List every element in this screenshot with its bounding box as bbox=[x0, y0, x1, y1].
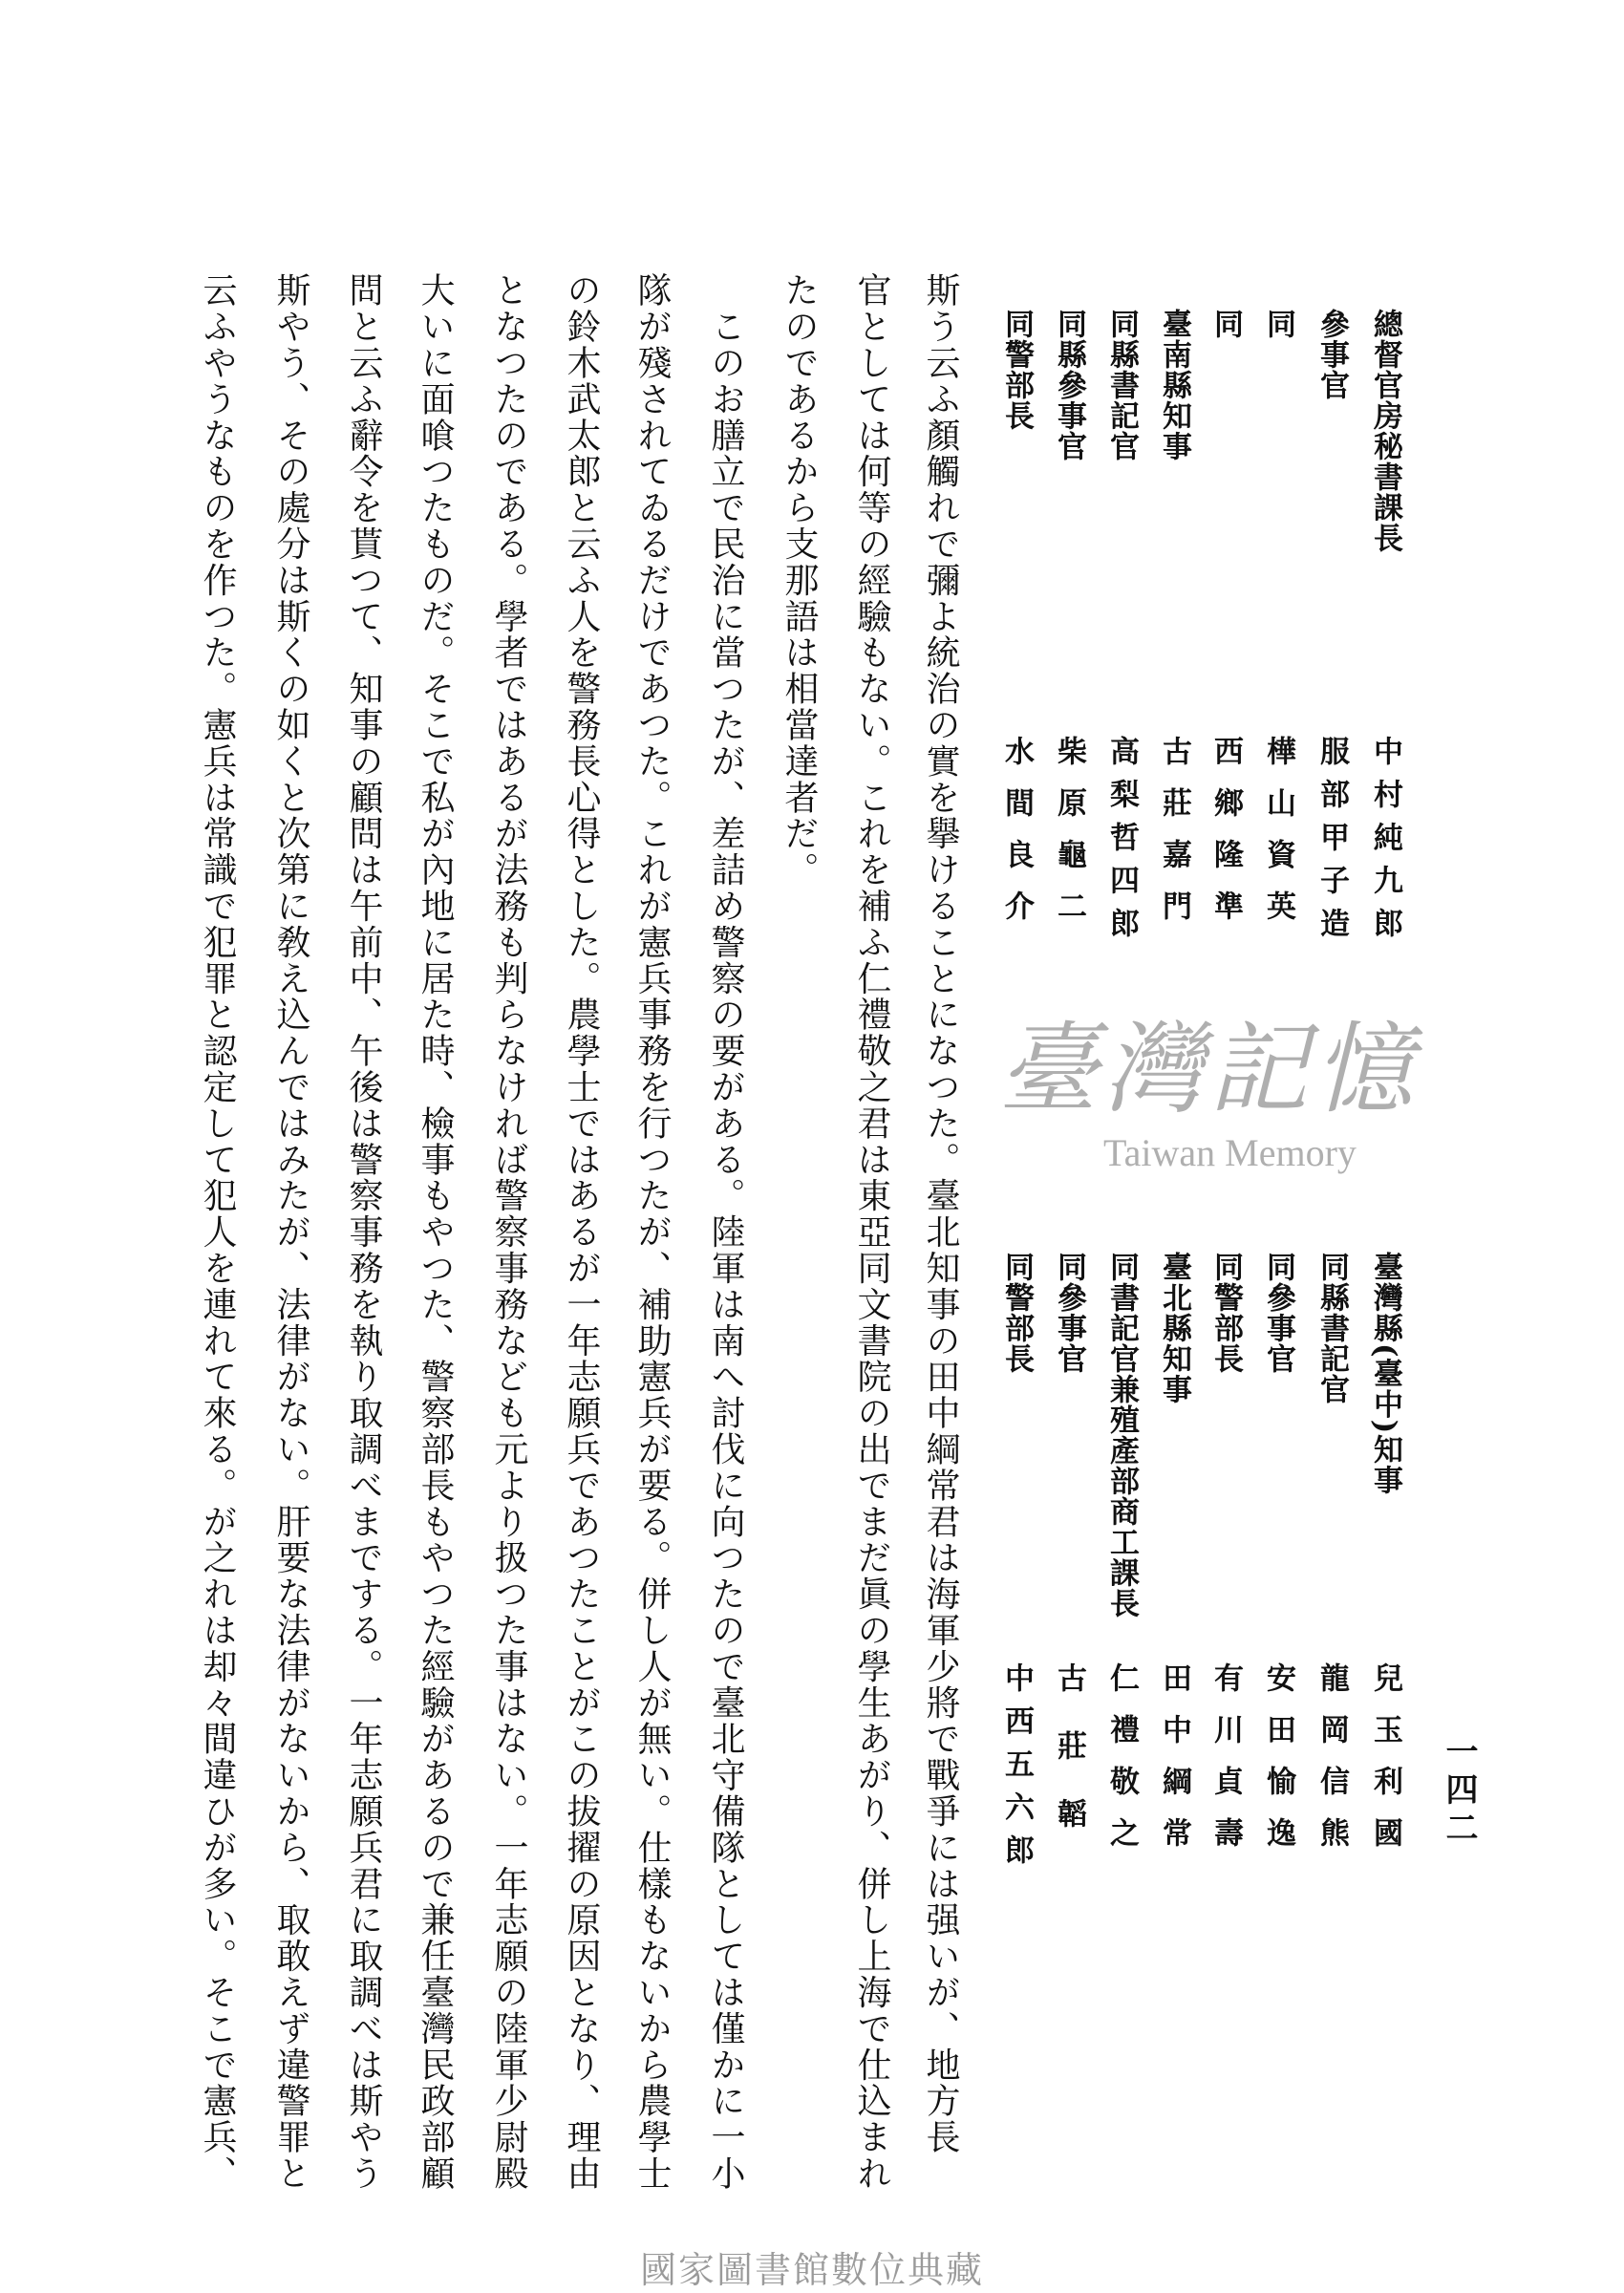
list-item-name: 古莊韜 bbox=[1052, 1662, 1086, 1866]
list-item-name: 中村純九郎 bbox=[1368, 736, 1402, 951]
watermark-cjk: 臺灣記憶 bbox=[998, 1011, 1420, 1127]
list-item-name: 仁禮敬之 bbox=[1104, 1662, 1139, 1869]
list-item-name: 服部甲子造 bbox=[1314, 736, 1349, 951]
list-item-title: 同 bbox=[1261, 309, 1295, 339]
body-line: 問と云ふ辭令を貰つて、知事の顧問は午前中、午後は警察事務を執り取調べまでする。一年志願兵君に取調べは斯やう bbox=[344, 272, 383, 2192]
list-item-title: 同縣書記官 bbox=[1104, 309, 1139, 461]
list-item-name: 水間良介 bbox=[999, 736, 1034, 942]
list-item-title: 同縣書記官 bbox=[1314, 1252, 1349, 1404]
list-item-title: 同警部長 bbox=[1208, 1252, 1243, 1374]
list-item-title: 臺北縣知事 bbox=[1157, 1252, 1191, 1404]
body-line: の鈴木武太郎と云ふ人を警務長心得とした。農學士ではあるが一年志願兵であつたことがこの拔擢の原因となり、理由 bbox=[562, 272, 601, 2192]
list-item-name: 樺山資英 bbox=[1261, 736, 1295, 942]
list-item-title: 參事官 bbox=[1314, 309, 1349, 400]
list-item-name: 西鄉隆準 bbox=[1208, 736, 1243, 942]
list-item-name: 安田愉逸 bbox=[1261, 1662, 1295, 1869]
body-line: 斯やう、その處分は斯くの如くと次第に敎え込んではみたが、法律がない。肝要な法律がないから、取敢えず違警罪と bbox=[271, 272, 310, 2192]
list-item-title: 總督官房秘書課長 bbox=[1368, 309, 1402, 553]
list-item-name: 田中綱常 bbox=[1157, 1662, 1191, 1869]
watermark-en: Taiwan Memory bbox=[1103, 1131, 1357, 1174]
footer-archive-label: 國家圖書館數位典藏 bbox=[639, 2249, 984, 2291]
taiwan-memory-watermark bbox=[998, 1011, 1438, 1185]
list-item-name: 古莊嘉門 bbox=[1157, 736, 1191, 942]
list-item-name: 高梨哲四郎 bbox=[1104, 736, 1139, 951]
body-line: 大いに面喰つたものだ。そこで私が內地に居た時、檢事もやつた、警察部長もやつた經驗があるので兼任臺灣民政部顧 bbox=[416, 272, 455, 2192]
list-item-name: 兒玉利國 bbox=[1368, 1662, 1402, 1869]
list-item-title: 同書記官兼殖產部商工課長 bbox=[1104, 1252, 1139, 1618]
body-line: たのであるから支那語は相當達者だ。 bbox=[780, 272, 819, 889]
list-item-title: 同警部長 bbox=[999, 1252, 1034, 1374]
page-number: 一四二 bbox=[1440, 1734, 1478, 1849]
body-line: となつたのである。學者ではあるが法務も判らなければ警察事務なども元より扱つた事はない。一年志願の陸軍少尉殿 bbox=[489, 272, 528, 2192]
list-item-name: 龍岡信熊 bbox=[1314, 1662, 1349, 1869]
list-item-title: 同 bbox=[1208, 309, 1243, 339]
body-line: 官としては何等の經驗もない。これを補ふ仁禮敬之君は東亞同文書院の出でまだ眞の學生あがり、併し上海で仕込まれ bbox=[852, 272, 891, 2192]
list-item-title: 同警部長 bbox=[999, 309, 1034, 431]
list-item-name: 中西五六郎 bbox=[999, 1662, 1034, 1877]
list-item-title: 同縣參事官 bbox=[1052, 309, 1086, 461]
list-item-name: 有川貞壽 bbox=[1208, 1662, 1243, 1869]
body-line: 斯う云ふ顏觸れで彌よ統治の實を擧けることになつた。臺北知事の田中綱常君は海軍少將で戰爭には强いが、地方長 bbox=[921, 272, 960, 2155]
body-line: 隊が殘されてゐるだけであつた。これが憲兵事務を行つたが、補助憲兵が要る。併し人が無い。仕樣もないから農學士 bbox=[632, 272, 672, 2192]
body-line: 云ふやうなものを作つた。憲兵は常識で犯罪と認定して犯人を連れて來る。が之れは却々間違ひが多い。そこで憲兵、 bbox=[198, 272, 237, 2192]
list-item-name: 柴原龜二 bbox=[1052, 736, 1086, 942]
list-item-title: 臺南縣知事 bbox=[1157, 309, 1191, 461]
body-line: このお膳立で民治に當つたが、差詰め警察の要がある。陸軍は南へ討伐に向つたので臺北守備隊としては僅かに一小 bbox=[706, 272, 745, 2192]
list-item-title: 同參事官 bbox=[1052, 1252, 1086, 1374]
list-item-title: 臺灣縣(臺中)知事 bbox=[1368, 1252, 1402, 1496]
list-item-title: 同參事官 bbox=[1261, 1252, 1295, 1374]
